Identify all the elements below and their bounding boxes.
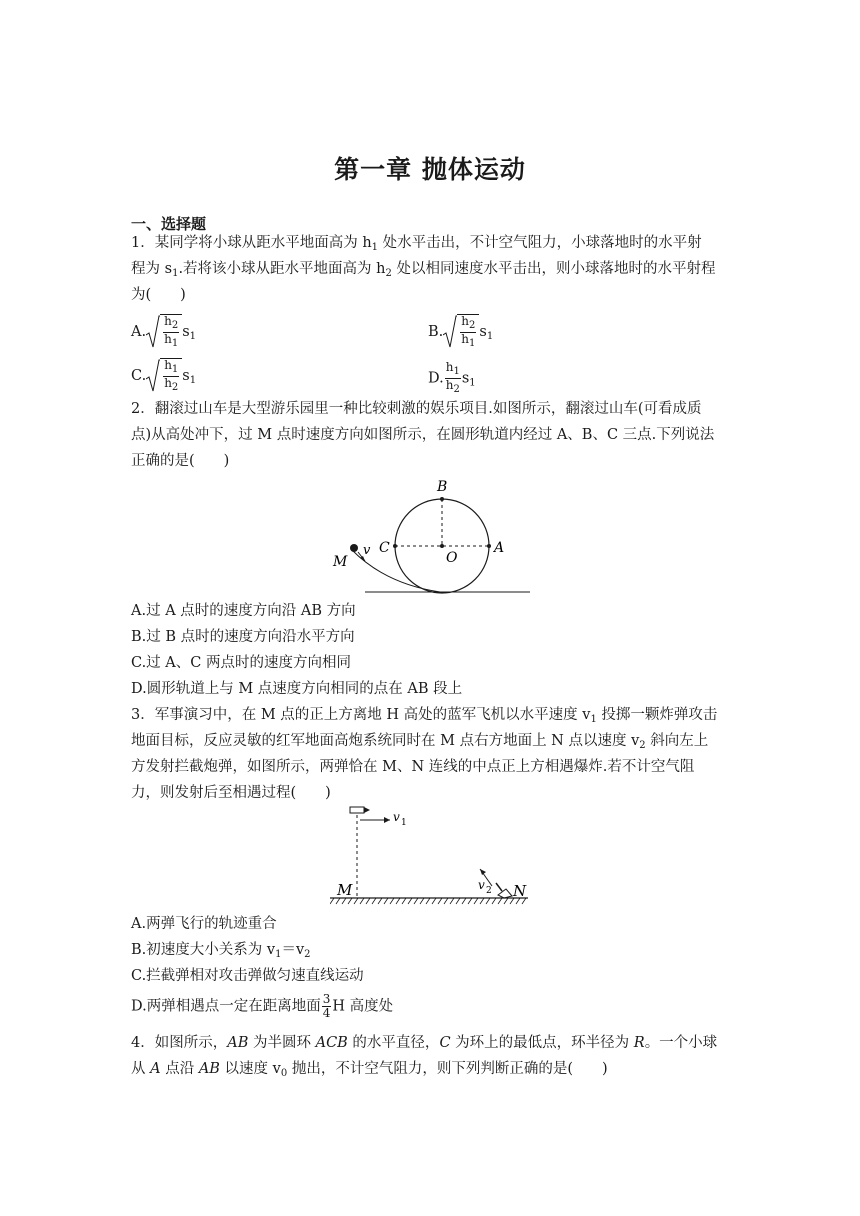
q1-option-c[interactable]: C. $\frac{h_1}{h_2}$ $s_1$ (131, 358, 197, 393)
svg-text:v: v (363, 543, 371, 558)
chapter-title: 第一章 抛体运动 (334, 155, 526, 184)
q1-stem-line2: 程为 $s_1$.若将该小球从距水平地面高为 $h_2$ 处以相同速度水平击出，则小球落地时的水平射程 (131, 261, 716, 279)
q2-option-c[interactable]: C.过 A、C 两点时的速度方向相同 (131, 655, 351, 671)
svg-text:A: A (494, 540, 505, 556)
q1-stem-line3: 为( ) (131, 287, 186, 303)
q2-stem-line2: 点)从高处冲下，过 M 点时速度方向如图所示，在圆形轨道内经过 A、B、C 三点.下列说法 (131, 427, 715, 443)
q3-stem-line2: 地面目标，反应灵敏的红军地面高炮系统同时在 M 点右方地面上 N 点以速度 $v_2$ 斜向左上 (131, 733, 709, 751)
svg-text:B: B (437, 479, 448, 495)
q3-option-a[interactable]: A.两弹飞行的轨迹重合 (131, 916, 277, 932)
q3-stem-line4: 力，则发射后至相遇过程( ) (131, 785, 331, 801)
q3-stem-line1: 3．军事演习中，在 M 点的正上方离地 H 高处的蓝军飞机以水平速度 $v_1$ 投掷一颗炸弹攻击 (131, 707, 718, 725)
svg-text:v: v (393, 810, 400, 824)
q2-option-a[interactable]: A.过 A 点时的速度方向沿 AB 方向 (131, 603, 356, 619)
q3-option-d[interactable]: D.两弹相遇点一定在距离地面 $\frac{3}{4}$ H 高度处 (131, 992, 394, 1020)
q3-option-b[interactable]: B.初速度大小关系为 $v_1=v_2$ (131, 942, 311, 960)
q3-option-c[interactable]: C.拦截弹相对攻击弹做匀速直线运动 (131, 968, 364, 984)
roller-coaster-figure (325, 474, 535, 599)
q1-option-d[interactable]: D. $\frac{h_1}{h_2}$ $s_1$ (428, 360, 476, 395)
svg-text:M: M (337, 881, 353, 899)
svg-text:v: v (478, 878, 485, 892)
q2-stem-line3: 正确的是( ) (131, 453, 230, 469)
svg-text:1: 1 (401, 818, 407, 828)
military-figure (330, 803, 530, 913)
fraction: $\frac{h_1}{h_2}$ (445, 360, 460, 395)
sqrt-symbol (146, 314, 182, 350)
sqrt-symbol (146, 358, 182, 394)
fraction: $\frac{3}{4}$ (322, 992, 331, 1020)
fraction: $\frac{h_2}{h_1}$ (164, 314, 179, 349)
q2-stem-line1: 2．翻滚过山车是大型游乐园里一种比较刺激的娱乐项目.如图所示，翻滚过山车(可看成质 (131, 401, 702, 417)
q2-option-b[interactable]: B.过 B 点时的速度方向沿水平方向 (131, 629, 355, 645)
q2-option-d[interactable]: D.圆形轨道上与 M 点速度方向相同的点在 AB 段上 (131, 681, 463, 697)
svg-text:M: M (333, 554, 348, 570)
q1-option-b[interactable]: B. $\frac{h_2}{h_1}$ $s_1$ (428, 314, 494, 349)
svg-text:C: C (379, 540, 390, 556)
q1-stem-line1: 1．某同学将小球从距水平地面高为 $h_1$ 处水平击出，不计空气阻力，小球落地时的水平射 (131, 235, 702, 253)
fraction: $\frac{h_1}{h_2}$ (164, 358, 179, 393)
q1-option-a[interactable]: A. $\frac{h_2}{h_1}$ $s_1$ (131, 314, 197, 349)
sqrt-symbol (443, 314, 479, 350)
svg-text:2: 2 (486, 886, 492, 896)
q4-stem-line2: 从 A 点沿 AB 以速度 $v_0$ 抛出，不计空气阻力，则下列判断正确的是( ) (131, 1061, 608, 1079)
fraction: $\frac{h_2}{h_1}$ (461, 314, 476, 349)
section-heading: 一、选择题 (131, 215, 207, 233)
svg-text:O: O (446, 550, 458, 566)
svg-text:N: N (513, 882, 527, 900)
q3-stem-line3: 方发射拦截炮弹，如图所示，两弹恰在 M、N 连线的中点正上方相遇爆炸.若不计空气阻 (131, 759, 695, 775)
q4-stem-line1: 4．如图所示，AB 为半圆环 ACB 的水平直径，C 为环上的最低点，环半径为 R。一个小球 (131, 1035, 718, 1051)
